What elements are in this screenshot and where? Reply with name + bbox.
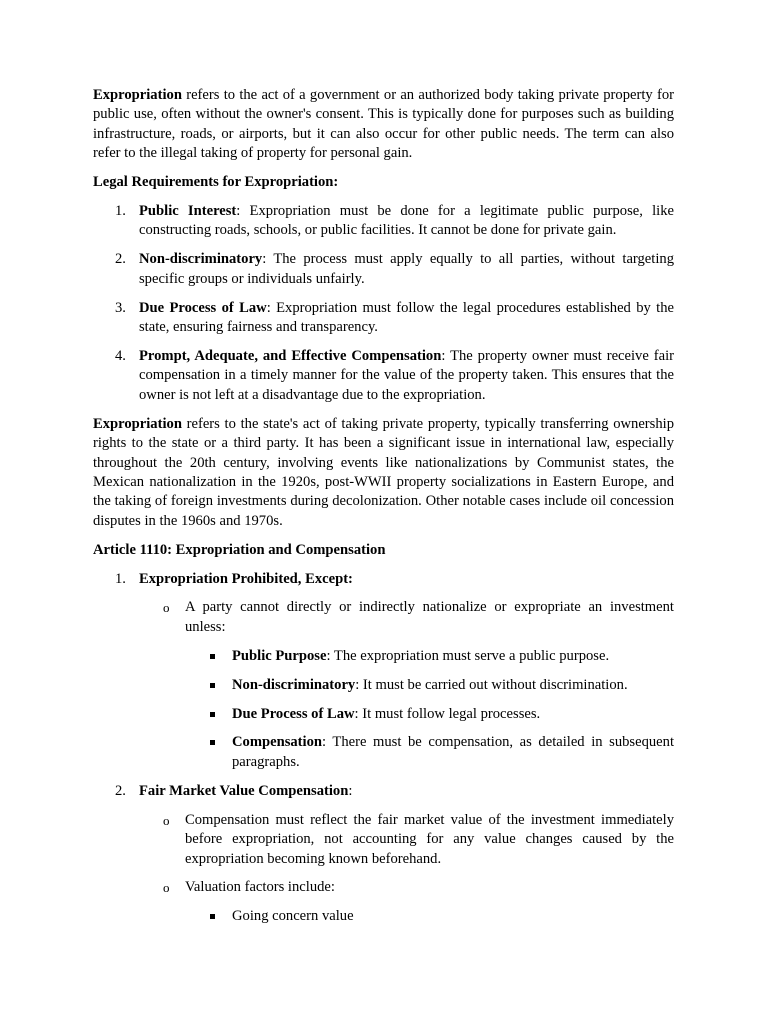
list-number: 4.: [115, 347, 126, 364]
sub-list-item: [139, 811, 674, 869]
list-item: [93, 202, 674, 241]
document-body: [93, 86, 674, 936]
condition-text: : There must be compensation, as detailed in subsequent paragraphs.: [232, 734, 674, 770]
condition-item: [185, 733, 674, 772]
list-number: 1.: [115, 570, 126, 587]
factor-text: Going concern value: [232, 908, 354, 925]
sub-item-text: A party cannot directly or indirectly nationalize or expropriate an investment unless:: [185, 599, 674, 635]
factors-list: [185, 907, 674, 926]
list-item: [93, 782, 674, 927]
item-title: Prompt, Adequate, and Effective Compensation: [139, 347, 442, 364]
article-heading-text: Article 1110: Expropriation and Compensation: [93, 541, 386, 558]
second-text: refers to the state's act of taking private property, typically transferring ownership rights to the state or a third party. It has been a significant issue in international law, especially throughout the 20th century, involving events like nationalizations by Communist states, the Mexican nationalization in the 1920s, post-WWII property socializations in Eastern Europe, and the taking of foreign investments during decolonization. Other notable cases include oil concession disputes in the 1960s and 1970s.: [93, 415, 674, 529]
factor-item: [185, 907, 674, 926]
item-text: : The process must apply equally to all parties, without targeting specific groups or individuals unfairly.: [139, 251, 674, 287]
list-number: 2.: [115, 782, 126, 799]
article-heading: [93, 541, 674, 560]
sub-list-item: [139, 598, 674, 772]
condition-text: : It must be carried out without discrimination.: [355, 676, 628, 693]
item-title: Public Interest: [139, 203, 237, 220]
condition-item: [185, 676, 674, 695]
sub-item-text: Valuation factors include:: [185, 879, 335, 896]
square-bullet-icon: [210, 683, 215, 688]
article-list: [93, 570, 674, 927]
legal-requirements-list: [93, 202, 674, 405]
item-text: : Expropriation must be done for a legitimate public purpose, like constructing roads, schools, or public facilities. It cannot be done for private gain.: [139, 203, 674, 239]
item-text: : Expropriation must follow the legal procedures established by the state, ensuring fairness and transparency.: [139, 299, 674, 336]
legal-requirements-heading-text: Legal Requirements for Expropriation:: [93, 174, 339, 191]
condition-title: Compensation: [232, 734, 323, 751]
second-paragraph: [93, 415, 674, 531]
intro-term: Expropriation: [93, 87, 182, 103]
circle-bullet: o: [163, 880, 170, 896]
square-bullet-icon: [210, 914, 215, 919]
item-title: Fair Market Value Compensation: [139, 782, 349, 799]
square-bullet-icon: [210, 712, 215, 717]
sub-list-item: [139, 878, 674, 926]
item-suffix: :: [348, 782, 353, 799]
condition-title: Public Purpose: [232, 647, 327, 664]
intro-paragraph: [93, 86, 674, 164]
legal-requirements-heading: [93, 173, 674, 192]
square-bullet-icon: [210, 740, 215, 745]
second-term: Expropriation: [93, 415, 182, 432]
circle-bullet: o: [163, 812, 170, 828]
circle-bullet: o: [163, 600, 170, 616]
condition-title: Non-discriminatory: [232, 676, 356, 693]
item-text: : The property owner must receive fair compensation in a timely manner for the value of the property taken. This ensures that the owner is not left at a disadvantage due to the expropriation.: [139, 347, 674, 403]
conditions-list: [185, 647, 674, 773]
item-title: Due Process of Law: [139, 299, 267, 316]
list-number: 3.: [115, 299, 126, 316]
condition-text: : It must follow legal processes.: [354, 705, 541, 722]
list-item: [93, 570, 674, 773]
sub-list: [139, 811, 674, 927]
intro-text: refers to the act of a government or an authorized body taking private property for public use, often without the owner's consent. This is typically done for purposes such as building infrastructure, roads, or airports, but it can also occur for other public needs. The term can also refer to the illegal taking of property for personal gain.: [93, 87, 674, 162]
square-bullet-icon: [210, 654, 215, 659]
condition-text: : The expropriation must serve a public purpose.: [326, 647, 610, 664]
list-number: 1.: [115, 203, 126, 220]
list-number: 2.: [115, 251, 126, 268]
item-title: Expropriation Prohibited, Except:: [139, 570, 353, 587]
list-item: [93, 299, 674, 338]
sub-item-text: Compensation must reflect the fair market value of the investment immediately before expropriation, not accounting for any value changes caused by the expropriation becoming known beforehand.: [185, 811, 674, 867]
sub-list: [139, 598, 674, 772]
condition-item: [185, 705, 674, 724]
item-title: Non-discriminatory: [139, 251, 263, 268]
list-item: [93, 250, 674, 289]
condition-title: Due Process of Law: [232, 705, 355, 722]
condition-item: [185, 647, 674, 666]
list-item: [93, 347, 674, 405]
